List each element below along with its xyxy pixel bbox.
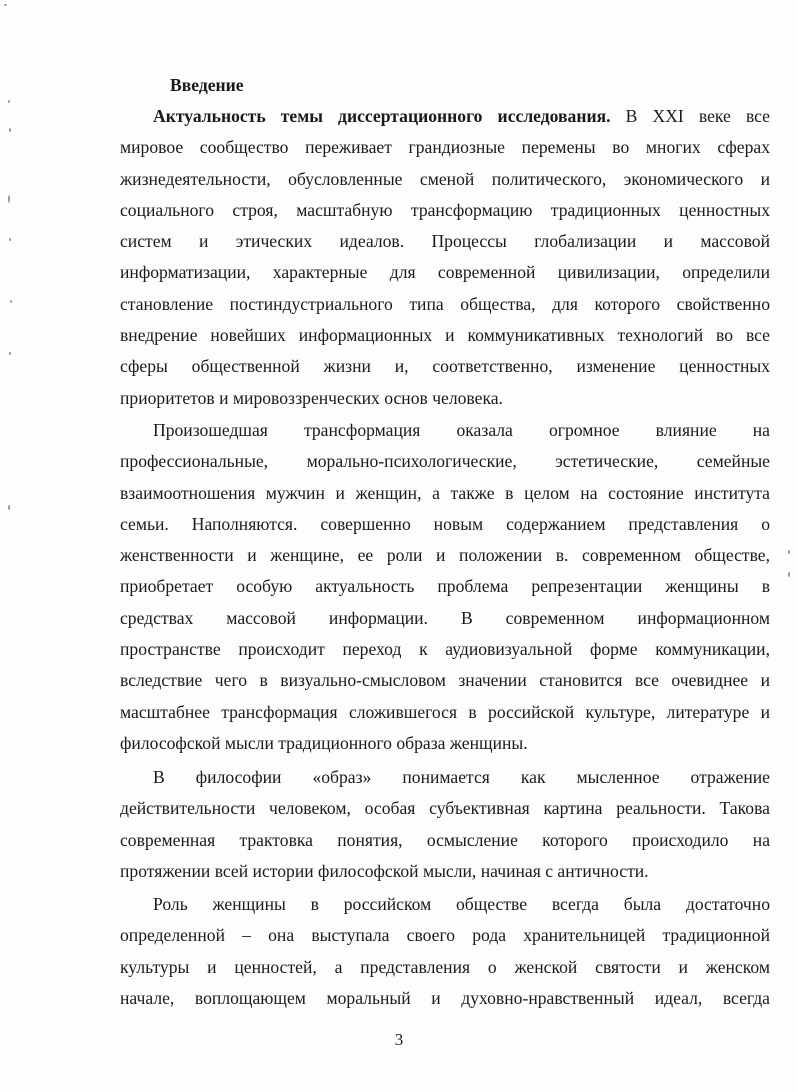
scan-speck — [8, 100, 10, 103]
scan-speck — [10, 300, 12, 303]
paragraph-line: становление постиндустриального типа общества, для которого свойственно — [120, 293, 770, 314]
paragraph-1 — [120, 101, 770, 414]
paragraph-line: действительности человеком, особая субъективная картина реальности. Такова — [120, 798, 770, 819]
paragraph-line: приобретает особую актуальность проблема репрезентации женщины в — [120, 576, 770, 597]
paragraph-line: современная трактовка понятия, осмысление которого происходило на — [120, 829, 770, 850]
paragraph-line: семьи. Наполняются. совершенно новым содержанием представления о — [120, 513, 770, 534]
paragraph-line: профессиональные, морально-психологические, эстетические, семейные — [120, 451, 770, 472]
paragraph-line: женственности и женщине, ее роли и положении в. современном обществе, — [120, 545, 770, 566]
scan-speck — [8, 195, 10, 203]
paragraph-line: начале, воплощающем моральный и духовно-нравственный идеал, всегда — [120, 987, 770, 1008]
paragraph-line: протяжении всей истории философской мысли, начиная с античности. — [120, 860, 649, 881]
paragraph-line: жизнедеятельности, обусловленные сменой политического, экономического и — [120, 168, 770, 189]
scan-speck — [4, 4, 7, 6]
paragraph-line: Роль женщины в российском обществе всегда была достаточно — [153, 894, 770, 914]
paragraph-line: вследствие чего в визуально-смысловом значении становится все очевиднее и — [120, 670, 770, 691]
paragraph-line: культуры и ценностей, а представления о женской святости и женском — [120, 956, 770, 977]
paragraph-line: Актуальность темы диссертационного исследования. В XXI веке все — [153, 106, 770, 126]
paragraph-line: определенной – она выступала своего рода хранительницей традиционной — [120, 925, 770, 946]
paragraph-4 — [120, 889, 770, 1014]
paragraph-line: взаимоотношения мужчин и женщин, а также в целом на состояние института — [120, 482, 770, 503]
paragraph-line: философской мысли традиционного образа женщины. — [120, 732, 528, 753]
paragraph-line: Произошедшая трансформация оказала огромное влияние на — [153, 420, 770, 440]
paragraph-2 — [120, 415, 770, 759]
scan-speck — [788, 550, 790, 554]
paragraph-line: внедрение новейших информационных и коммуникативных технологий во все — [120, 325, 770, 346]
section-heading: Введение — [170, 75, 244, 95]
page-number: 3 — [394, 1030, 404, 1049]
paragraph-line: пространстве происходит переход к аудиовизуальной форме коммуникации, — [120, 639, 770, 660]
scan-speck — [9, 352, 11, 355]
paragraph-line: В философии «образ» понимается как мысленное отражение — [153, 767, 770, 787]
paragraph-3 — [120, 762, 770, 887]
paragraph-line: масштабнее трансформация сложившегося в российской культуре, литературе и — [120, 701, 770, 722]
paragraph-line: сферы общественной жизни и, соответственно, изменение ценностных — [120, 356, 770, 377]
paragraph-line: информатизации, характерные для современной цивилизации, определили — [120, 262, 770, 283]
paragraph-line: мировое сообщество переживает грандиозные перемены во многих сферах — [120, 137, 770, 158]
paragraph-line: приоритетов и мировоззренческих основ человека. — [120, 387, 503, 408]
paragraph-line: средствах массовой информации. В современном информационном — [120, 607, 770, 628]
paragraph-line: систем и этических идеалов. Процессы глобализации и массовой — [120, 231, 770, 252]
scan-speck — [8, 505, 10, 510]
scan-speck — [9, 238, 11, 241]
paragraph-lead: Актуальность темы диссертационного исследования. — [153, 106, 611, 126]
scan-speck — [9, 128, 11, 132]
paragraph-line: социального строя, масштабную трансформацию традиционных ценностных — [120, 199, 770, 220]
scan-speck — [788, 572, 790, 577]
